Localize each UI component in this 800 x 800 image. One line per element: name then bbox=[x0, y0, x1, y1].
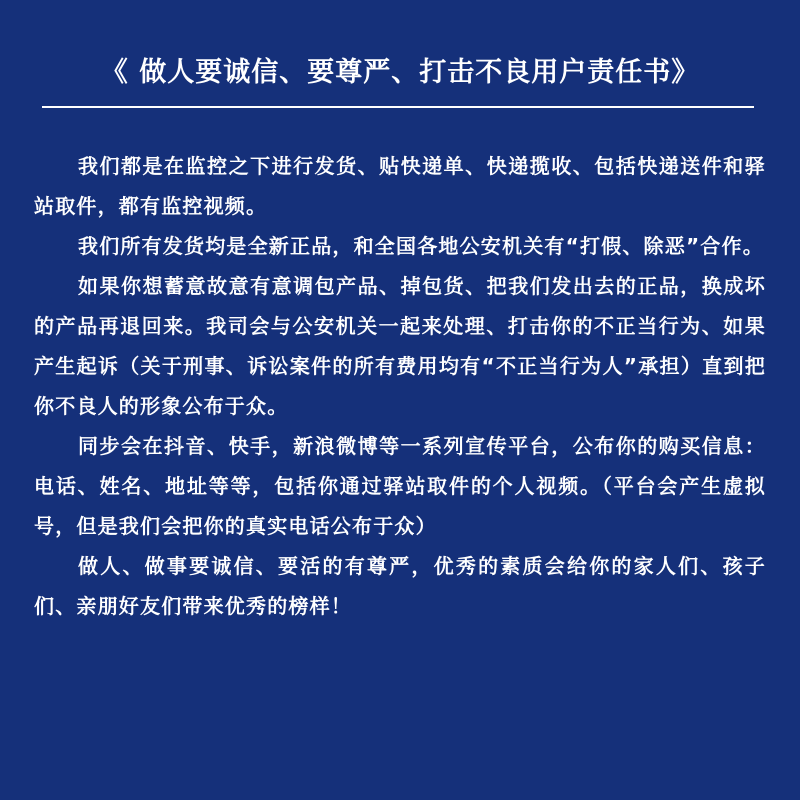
document-body bbox=[34, 146, 766, 626]
paragraph-integrity: 做人、做事要诚信、要活的有尊严，优秀的素质会给你的家人们、孩子们、亲朋好友们带来优秀的榜样！ bbox=[34, 554, 766, 618]
paragraph-swap-warning: 如果你想蓄意故意有意调包产品、掉包货、把我们发出去的正品，换成坏的产品再退回来。我司会与公安机关一起来处理、打击你的不正当行为、如果产生起诉（关于刑事、诉讼案件的所有费用均有“不正当行为人”承担）直到把你不良人的形象公布于众。 bbox=[34, 274, 766, 418]
paragraph-publicity: 同步会在抖音、快手，新浪微博等一系列宣传平台，公布你的购买信息：电话、姓名、地址等等，包括你通过驿站取件的个人视频。（平台会产生虚拟号，但是我们会把你的真实电话公布于众） bbox=[34, 434, 766, 538]
document-title: 《 做人要诚信、要尊严、打击不良用户责任书》 bbox=[100, 57, 700, 88]
title-divider bbox=[42, 106, 754, 108]
paragraph-monitoring: 我们都是在监控之下进行发货、贴快递单、快递揽收、包括快递送件和驿站取件，都有监控视频。 bbox=[34, 154, 766, 218]
paragraph-genuine-products: 我们所有发货均是全新正品，和全国各地公安机关有“打假、除恶”合作。 bbox=[78, 234, 764, 258]
